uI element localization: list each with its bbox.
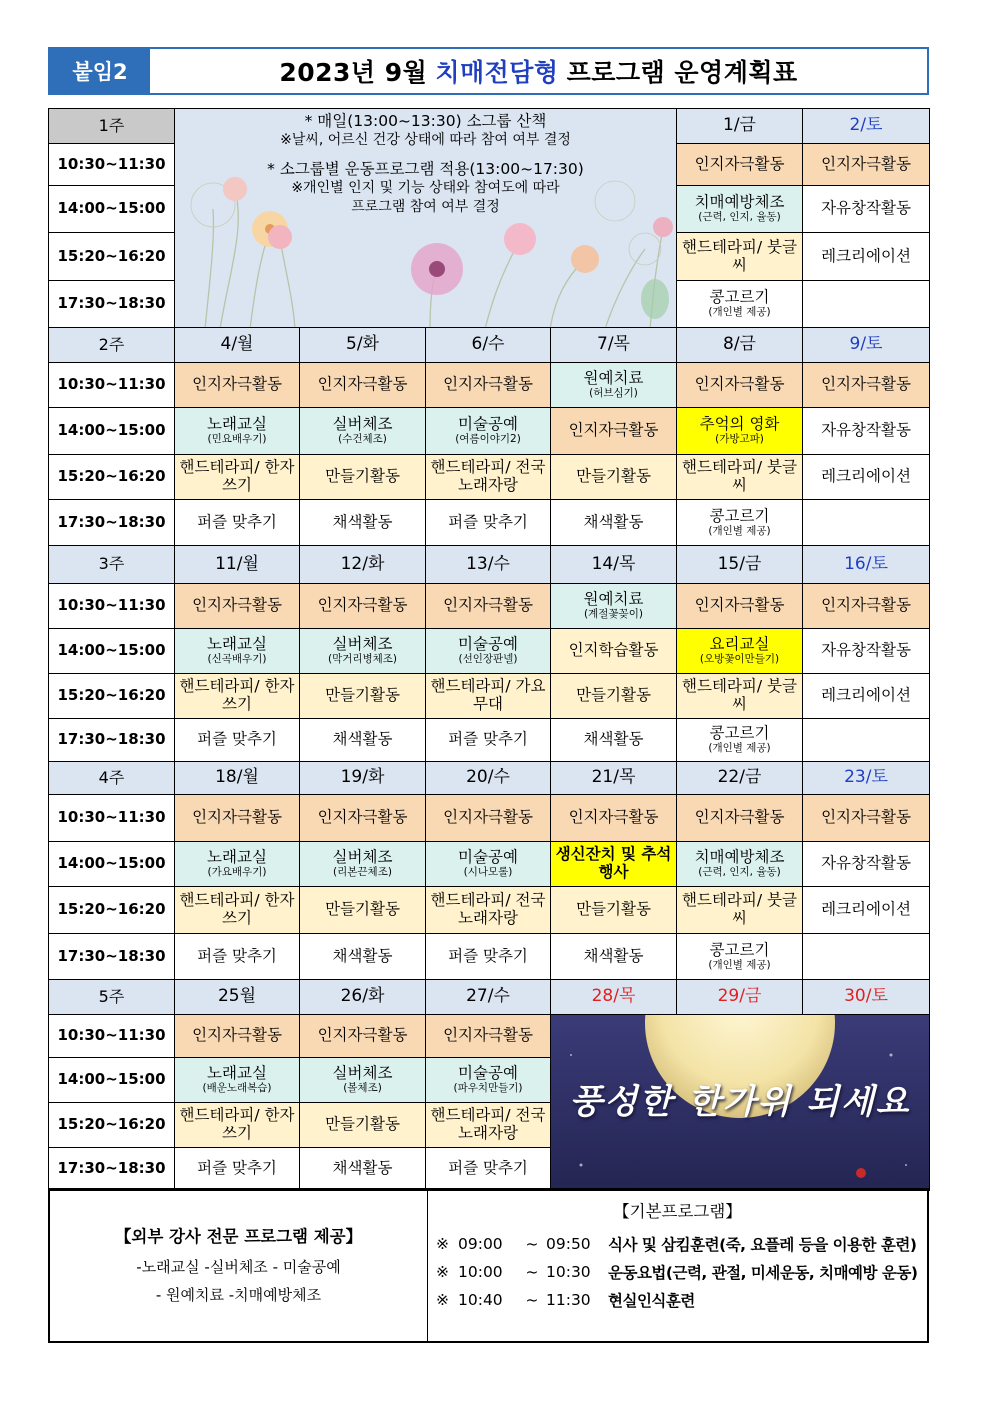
program-info-box <box>48 1188 929 1343</box>
activity-subtitle: (민요배우기) <box>207 433 267 446</box>
activity-cell: 핸드테라피/ 붓글씨 <box>677 674 803 719</box>
week2-row-3 <box>49 455 930 500</box>
activity-title: 원예치료 <box>583 369 644 388</box>
time-slot: 10:30~11:30 <box>49 795 175 842</box>
activity-cell <box>677 500 803 546</box>
title-prefix: 2023년 9월 <box>279 58 428 87</box>
intro-line-5: 프로그램 참여 여부 결정 <box>351 198 500 215</box>
week4-row-4 <box>49 934 930 980</box>
activity-title: 치매예방체조 <box>694 193 785 212</box>
day-header: 14/목 <box>551 546 677 584</box>
day-header: 22/금 <box>677 762 803 795</box>
activity-title: 노래교실 <box>207 848 267 867</box>
program-description: 운동요법(근력, 관절, 미세운동, 치매예방 운동) <box>608 1264 918 1282</box>
week-label: 1주 <box>49 109 175 144</box>
day-header: 18/월 <box>175 762 300 795</box>
day-header: 19/화 <box>300 762 426 795</box>
time-slot: 14:00~15:00 <box>49 186 175 233</box>
day-header: 8/금 <box>677 328 803 363</box>
activity-cell: 레크리에이션 <box>803 233 930 281</box>
activity-cell <box>803 281 930 328</box>
activity-cell: 채색활동 <box>300 1148 426 1191</box>
activity-cell: 채색활동 <box>300 719 426 762</box>
intro-line-2: ※날씨, 어르신 건강 상태에 따라 참여 여부 결정 <box>280 132 571 149</box>
page-header <box>48 47 929 95</box>
activity-cell: 인지자극활동 <box>175 1015 300 1058</box>
day-header: 20/수 <box>426 762 551 795</box>
activity-cell: 채색활동 <box>551 719 677 762</box>
activity-cell <box>551 363 677 408</box>
week5-row-1 <box>49 1015 930 1058</box>
time-slot: 14:00~15:00 <box>49 842 175 887</box>
activity-title: 콩고르기 <box>709 940 770 959</box>
activity-cell: 인지자극활동 <box>677 363 803 408</box>
basic-program-row <box>428 1286 927 1314</box>
day-header: 5/화 <box>300 328 426 363</box>
external-program-panel <box>50 1190 428 1341</box>
activity-subtitle: (허브심기) <box>589 387 638 400</box>
week-label: 4주 <box>49 762 175 795</box>
day-header: 13/수 <box>426 546 551 584</box>
activity-cell: 퍼즐 맞추기 <box>175 1148 300 1191</box>
start-time: 10:40 <box>458 1291 503 1309</box>
activity-cell: 핸드테라피/ 가요무대 <box>426 674 551 719</box>
activity-subtitle: (파우치만들기) <box>453 1082 523 1095</box>
time-slot: 17:30~18:30 <box>49 1148 175 1191</box>
activity-cell <box>175 629 300 674</box>
intro-line-1: * 매일(13:00~13:30) 소그룹 산책 <box>304 112 547 130</box>
program-description: 식사 및 삼킴훈련(죽, 요플레 등을 이용한 훈련) <box>608 1236 917 1254</box>
activity-cell: 인지자극활동 <box>300 1015 426 1058</box>
week-label: 5주 <box>49 980 175 1015</box>
activity-cell <box>426 1058 551 1103</box>
activity-cell: 인지자극활동 <box>677 584 803 629</box>
activity-title: 콩고르기 <box>709 506 770 525</box>
week4-row-1 <box>49 795 930 842</box>
activity-cell <box>426 629 551 674</box>
activity-subtitle: (신곡배우기) <box>207 653 267 666</box>
activity-subtitle: (여름이야기2) <box>455 433 521 446</box>
activity-cell <box>803 719 930 762</box>
time-slot: 17:30~18:30 <box>49 500 175 546</box>
week5-header-row <box>49 980 930 1015</box>
week3-row-3 <box>49 674 930 719</box>
activity-subtitle: (수건체조) <box>338 433 387 446</box>
week1-header-row <box>49 109 930 144</box>
activity-cell: 인지자극활동 <box>426 363 551 408</box>
day-header: 4/월 <box>175 328 300 363</box>
external-program-line-2: - 원예치료 -치매예방체조 <box>155 1286 322 1305</box>
activity-cell <box>300 842 426 887</box>
activity-cell: 채색활동 <box>551 500 677 546</box>
activity-cell <box>803 934 930 980</box>
activity-subtitle: (오방꽃이만들기) <box>699 653 780 666</box>
activity-cell: 핸드테라피/ 한자쓰기 <box>175 887 300 934</box>
time-slot: 14:00~15:00 <box>49 408 175 455</box>
external-program-title: 【외부 강사 전문 프로그램 제공】 <box>114 1227 363 1247</box>
activity-cell <box>300 629 426 674</box>
start-time: 09:00 <box>458 1235 503 1253</box>
week2-header-row <box>49 328 930 363</box>
basic-program-row <box>428 1258 927 1286</box>
activity-subtitle: (개인별 제공) <box>708 524 771 537</box>
activity-cell: 레크리에이션 <box>803 887 930 934</box>
activity-title: 추억의 영화 <box>699 415 780 434</box>
activity-cell <box>426 408 551 455</box>
activity-cell <box>300 1058 426 1103</box>
activity-cell: 인지자극활동 <box>551 795 677 842</box>
activity-cell: 핸드테라피/ 한자쓰기 <box>175 455 300 500</box>
activity-cell: 만들기활동 <box>300 455 426 500</box>
day-header-saturday: 9/토 <box>803 328 930 363</box>
activity-cell <box>803 500 930 546</box>
day-header-saturday: 2/토 <box>803 109 930 144</box>
activity-title: 노래교실 <box>207 1064 267 1083</box>
time-slot: 17:30~18:30 <box>49 934 175 980</box>
activity-subtitle: (시나모롤) <box>463 866 513 879</box>
activity-subtitle: (볼체조) <box>343 1082 382 1095</box>
activity-cell: 핸드테라피/ 전국노래자랑 <box>426 887 551 934</box>
activity-cell: 인지자극활동 <box>426 795 551 842</box>
activity-cell: 자유창작활동 <box>803 186 930 233</box>
activity-cell: 채색활동 <box>300 934 426 980</box>
activity-title: 미술공예 <box>458 635 518 654</box>
activity-title: 요리교실 <box>709 635 770 654</box>
activity-title: 노래교실 <box>207 415 267 434</box>
basic-program-title: 【기본프로그램】 <box>613 1202 742 1221</box>
activity-cell <box>175 1058 300 1103</box>
activity-cell: 인지자극활동 <box>803 363 930 408</box>
activity-cell: 인지자극활동 <box>426 584 551 629</box>
activity-cell: 만들기활동 <box>300 1103 426 1148</box>
activity-cell: 인지자극활동 <box>300 363 426 408</box>
time-slot: 17:30~18:30 <box>49 281 175 328</box>
activity-title: 콩고르기 <box>709 288 770 307</box>
week4-row-2 <box>49 842 930 887</box>
note-mark: ※ <box>436 1263 449 1281</box>
activity-cell: 핸드테라피/ 붓글씨 <box>677 455 803 500</box>
activity-cell: 퍼즐 맞추기 <box>175 500 300 546</box>
day-header-holiday: 28/목 <box>551 980 677 1015</box>
activity-cell: 만들기활동 <box>300 674 426 719</box>
day-header: 1/금 <box>677 109 803 144</box>
activity-cell: 인지학습활동 <box>551 629 677 674</box>
day-header: 11/월 <box>175 546 300 584</box>
activity-cell: 퍼즐 맞추기 <box>426 934 551 980</box>
activity-cell: 인지자극활동 <box>803 144 930 186</box>
activity-title: 실버체조 <box>332 1064 393 1083</box>
week-label: 3주 <box>49 546 175 584</box>
activity-cell <box>175 842 300 887</box>
note-mark: ※ <box>436 1235 449 1253</box>
activity-cell: 핸드테라피/ 한자쓰기 <box>175 1103 300 1148</box>
day-header: 6/수 <box>426 328 551 363</box>
activity-cell <box>677 186 803 233</box>
activity-cell: 인지자극활동 <box>803 584 930 629</box>
activity-cell: 자유창작활동 <box>803 629 930 674</box>
activity-cell: 채색활동 <box>551 934 677 980</box>
activity-cell: 만들기활동 <box>551 455 677 500</box>
day-header: 27/수 <box>426 980 551 1015</box>
activity-cell: 핸드테라피/ 한자쓰기 <box>175 674 300 719</box>
activity-title: 실버체조 <box>332 415 393 434</box>
week2-row-2 <box>49 408 930 455</box>
end-time: 09:50 <box>546 1235 591 1253</box>
week2-row-4 <box>49 500 930 546</box>
time-slot: 10:30~11:30 <box>49 1015 175 1058</box>
activity-cell <box>677 842 803 887</box>
activity-subtitle: (선인장판넬) <box>458 653 518 666</box>
activity-title: 미술공예 <box>458 415 518 434</box>
activity-subtitle: (가방고파) <box>715 433 764 446</box>
start-time: 10:00 <box>458 1263 503 1281</box>
intro-line-4: ※개인별 인지 및 기능 상태와 참여도에 따라 <box>291 180 560 197</box>
week-label: 2주 <box>49 328 175 363</box>
activity-subtitle: (계절꽃꽂이) <box>584 608 643 621</box>
time-slot: 15:20~16:20 <box>49 674 175 719</box>
activity-subtitle: (가요배우기) <box>207 866 267 879</box>
title-highlight: 치매전담형 <box>435 58 559 87</box>
activity-cell <box>300 408 426 455</box>
activity-title: 실버체조 <box>332 635 393 654</box>
activity-cell: 자유창작활동 <box>803 842 930 887</box>
activity-cell <box>677 281 803 328</box>
activity-cell: 인지자극활동 <box>677 795 803 842</box>
activity-subtitle: (개인별 제공) <box>708 742 771 755</box>
activity-cell <box>677 934 803 980</box>
activity-cell: 퍼즐 맞추기 <box>426 500 551 546</box>
week3-row-4 <box>49 719 930 762</box>
week2-row-1 <box>49 363 930 408</box>
time-slot: 10:30~11:30 <box>49 584 175 629</box>
activity-subtitle: (배운노래복습) <box>202 1082 272 1095</box>
activity-cell: 레크리에이션 <box>803 455 930 500</box>
activity-cell <box>426 842 551 887</box>
activity-cell: 만들기활동 <box>300 887 426 934</box>
activity-cell <box>175 408 300 455</box>
day-header-holiday: 30/토 <box>803 980 930 1015</box>
activity-cell <box>677 629 803 674</box>
activity-cell: 퍼즐 맞추기 <box>426 1148 551 1191</box>
activity-title: 실버체조 <box>332 848 393 867</box>
activity-cell: 만들기활동 <box>551 674 677 719</box>
intro-line-3: * 소그룹별 운동프로그램 적용(13:00~17:30) <box>267 160 584 179</box>
day-header: 26/화 <box>300 980 426 1015</box>
week3-row-1 <box>49 584 930 629</box>
tilde: ~ <box>525 1235 539 1253</box>
activity-title: 콩고르기 <box>709 724 770 743</box>
activity-cell: 인지자극활동 <box>426 1015 551 1058</box>
time-slot: 15:20~16:20 <box>49 455 175 500</box>
activity-cell: 인지자극활동 <box>300 584 426 629</box>
activity-subtitle: (개인별 제공) <box>708 958 771 971</box>
activity-cell: 인지자극활동 <box>803 795 930 842</box>
chuseok-greeting-image <box>551 1015 930 1191</box>
intro-notice <box>175 109 677 328</box>
attachment-badge: 붙임2 <box>50 49 150 93</box>
activity-cell: 인지자극활동 <box>677 144 803 186</box>
tilde: ~ <box>525 1291 539 1309</box>
day-header: 15/금 <box>677 546 803 584</box>
activity-cell: 생신잔치 및 추석행사 <box>551 842 677 887</box>
activity-cell: 핸드테라피/ 전국노래자랑 <box>426 1103 551 1148</box>
end-time: 11:30 <box>546 1291 591 1309</box>
activity-subtitle: (리본끈체조) <box>333 866 392 879</box>
activity-title: 미술공예 <box>458 848 518 867</box>
time-slot: 15:20~16:20 <box>49 1103 175 1148</box>
activity-cell: 인지자극활동 <box>175 584 300 629</box>
activity-cell: 채색활동 <box>300 500 426 546</box>
tilde: ~ <box>525 1263 539 1281</box>
end-time: 10:30 <box>546 1263 591 1281</box>
activity-cell: 만들기활동 <box>551 887 677 934</box>
activity-cell: 인지자극활동 <box>175 363 300 408</box>
program-description: 현실인식훈련 <box>608 1292 695 1310</box>
schedule-table <box>48 108 930 1191</box>
intro-text <box>175 111 676 216</box>
note-mark: ※ <box>436 1291 449 1309</box>
activity-subtitle: (막거리병체조) <box>327 653 398 666</box>
activity-subtitle: (근력, 인지, 율동) <box>698 211 781 224</box>
activity-cell: 자유창작활동 <box>803 408 930 455</box>
chuseok-greeting-text: 풍성한 한가위 되세요 <box>569 1082 911 1122</box>
activity-subtitle: (근력, 인지, 율동) <box>698 866 781 879</box>
basic-program-row <box>428 1230 927 1258</box>
time-slot: 10:30~11:30 <box>49 363 175 408</box>
day-header: 25월 <box>175 980 300 1015</box>
activity-cell: 핸드테라피/ 전국노래자랑 <box>426 455 551 500</box>
week4-row-3 <box>49 887 930 934</box>
time-slot: 15:20~16:20 <box>49 887 175 934</box>
activity-cell: 퍼즐 맞추기 <box>175 719 300 762</box>
time-slot: 17:30~18:30 <box>49 719 175 762</box>
day-header: 7/목 <box>551 328 677 363</box>
activity-subtitle: (개인별 제공) <box>708 306 771 319</box>
week3-row-2 <box>49 629 930 674</box>
basic-program-panel <box>428 1190 927 1341</box>
time-slot: 14:00~15:00 <box>49 629 175 674</box>
day-header: 12/화 <box>300 546 426 584</box>
activity-cell: 퍼즐 맞추기 <box>426 719 551 762</box>
activity-cell: 인지자극활동 <box>300 795 426 842</box>
day-header-saturday: 23/토 <box>803 762 930 795</box>
external-program-line-1: -노래교실 -실버체조 - 미술공예 <box>136 1257 341 1276</box>
day-header: 21/목 <box>551 762 677 795</box>
activity-title: 원예치료 <box>583 590 644 609</box>
day-header-holiday: 29/금 <box>677 980 803 1015</box>
activity-cell: 인지자극활동 <box>175 795 300 842</box>
activity-cell: 인지자극활동 <box>551 408 677 455</box>
activity-cell: 핸드테라피/ 붓글씨 <box>677 887 803 934</box>
week3-header-row <box>49 546 930 584</box>
activity-cell: 레크리에이션 <box>803 674 930 719</box>
page-title <box>150 49 927 93</box>
activity-title: 노래교실 <box>207 635 267 654</box>
activity-title: 미술공예 <box>458 1064 518 1083</box>
activity-cell <box>551 584 677 629</box>
time-slot: 14:00~15:00 <box>49 1058 175 1103</box>
title-suffix: 프로그램 운영계획표 <box>566 58 798 87</box>
time-slot: 15:20~16:20 <box>49 233 175 281</box>
activity-cell <box>677 719 803 762</box>
week4-header-row <box>49 762 930 795</box>
time-slot: 10:30~11:30 <box>49 144 175 186</box>
activity-cell: 퍼즐 맞추기 <box>175 934 300 980</box>
activity-cell: 핸드테라피/ 붓글씨 <box>677 233 803 281</box>
activity-title: 치매예방체조 <box>694 848 785 867</box>
day-header-saturday: 16/토 <box>803 546 930 584</box>
activity-cell <box>677 408 803 455</box>
